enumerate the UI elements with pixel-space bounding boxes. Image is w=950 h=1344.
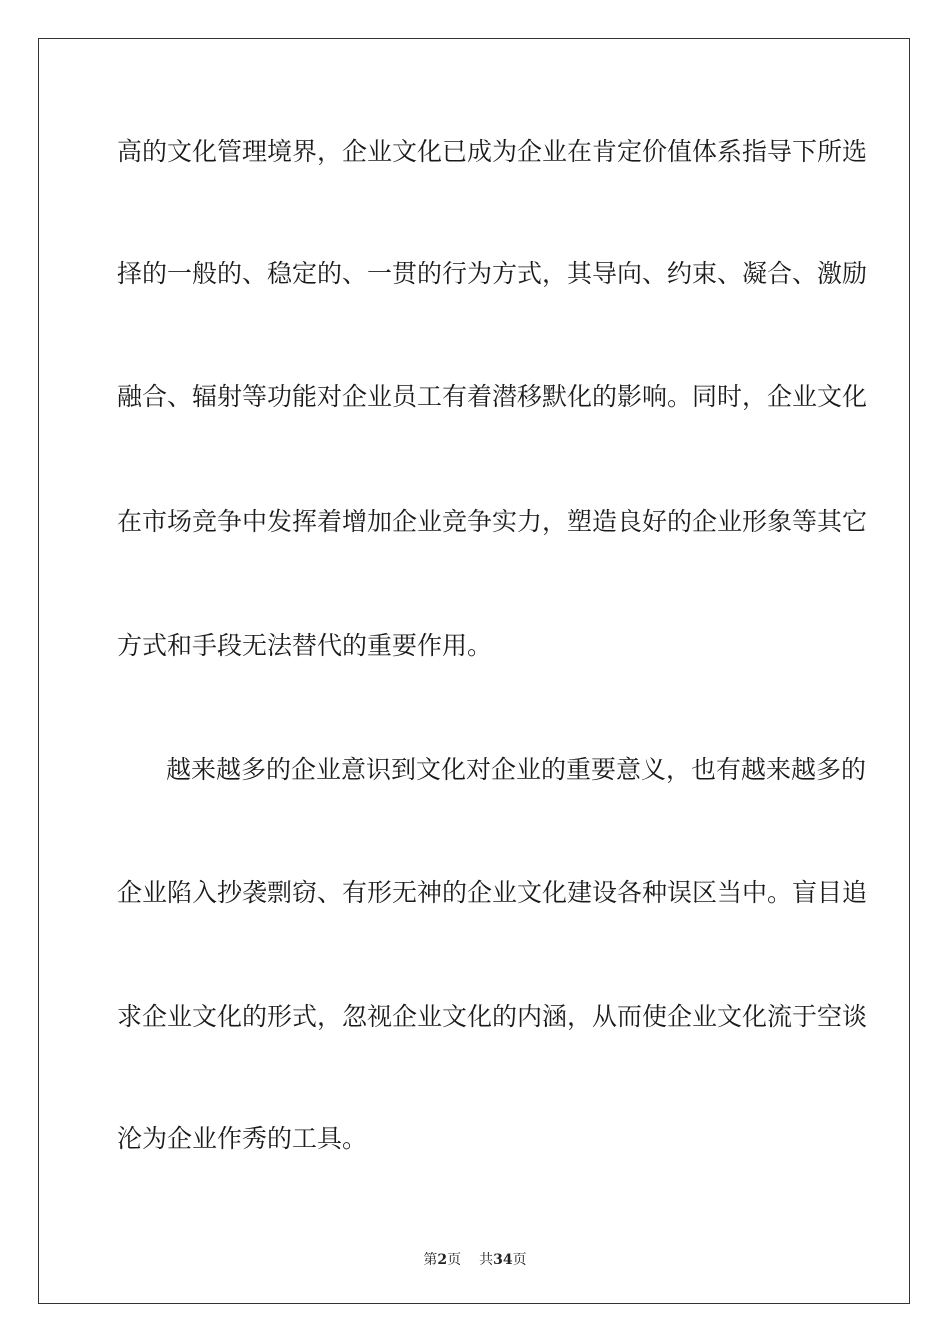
page-suffix: 页 [447, 1252, 462, 1268]
paragraph-line: 求企业文化的形式，忽视企业文化的内涵，从而使企业文化流于空谈 [117, 1002, 868, 1031]
paragraph-line: 在市场竞争中发挥着增加企业竞争实力，塑造良好的企业形象等其它 [117, 507, 868, 536]
page-number: 2 [437, 1252, 448, 1268]
total-prefix: 共 [479, 1252, 494, 1268]
total-pages: 34 [493, 1252, 513, 1268]
paragraph-line: 方式和手段无法替代的重要作用。 [117, 631, 493, 660]
paragraph-line: 择的一般的、稳定的、一贯的行为方式，其导向、约束、凝合、激励 [117, 259, 868, 288]
paragraph-line: 融合、辐射等功能对企业员工有着潜移默化的影响。同时，企业文化 [117, 382, 868, 411]
page-prefix: 第 [423, 1252, 438, 1268]
total-suffix: 页 [512, 1252, 527, 1268]
paragraph-line: 越来越多的企业意识到文化对企业的重要意义，也有越来越多的 [166, 755, 867, 784]
page-footer [0, 1249, 950, 1269]
page-border [38, 38, 910, 1304]
paragraph-line: 高的文化管理境界，企业文化已成为企业在肯定价值体系指导下所选 [117, 137, 868, 166]
paragraph-line: 企业陷入抄袭剽窃、有形无神的企业文化建设各种误区当中。盲目追 [117, 878, 868, 907]
paragraph-line: 沦为企业作秀的工具。 [117, 1124, 368, 1153]
